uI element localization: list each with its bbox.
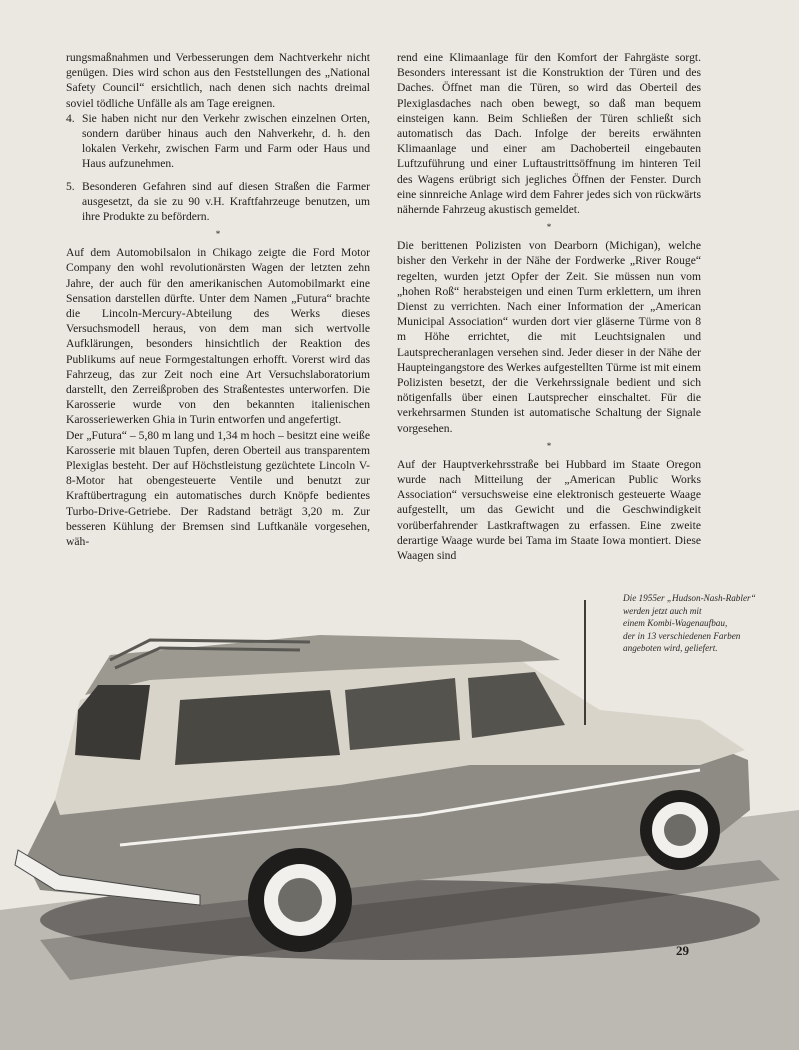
front-wheel bbox=[640, 790, 720, 870]
caption-line: Die 1955er „Hudson-Nash-Rabler“ bbox=[623, 593, 756, 603]
section-separator: * bbox=[546, 440, 552, 451]
paragraph-oregon-scale: Auf der Hauptverkehrsstraße bei Hubbard im Staate Oregon wurde nach Mitteilung der „American Public Works Association“ versuchsweise eine elektronisch gesteuerte Waage aufgestellt, um das Gewicht und die Geschwindigkeit vorüberfahrender Lastkraftwagen zu erfassen. Eine zweite derartige Waage wurde bei Tama im Staate Iowa montiert. Diese Waagen sind bbox=[397, 457, 701, 563]
list-item-5 bbox=[66, 179, 370, 225]
right-column bbox=[397, 50, 701, 563]
caption-line: einem Kombi-Wagenaufbau, bbox=[623, 618, 728, 628]
rear-wheel bbox=[248, 848, 352, 952]
photo-caption bbox=[623, 592, 783, 655]
list-number: 5. bbox=[66, 179, 75, 193]
paragraph-futura-details: Der „Futura“ – 5,80 m lang und 1,34 m hoch – besitzt eine weiße Karosserie mit blauen Tupfen, deren Oberteil aus transparentem Plexiglas besteht. Der auf Höchstleistung gezüchtete Lincoln V-8-Motor hat obengesteuerte Ventile und benutzt zur Kraftübertragung ein automatisches durch Knöpfe bedientes Turbo-Drive-Getriebe. Der Radstand beträgt 3,20 m. Zur besseren Kühlung der Bremsen sind Luftkanäle vorgesehen, wäh- bbox=[66, 428, 370, 549]
side-window-middle bbox=[345, 678, 460, 750]
side-window-rear bbox=[175, 690, 340, 765]
list-text: Besonderen Gefahren sind auf diesen Straßen die Farmer ausgesetzt, da sie zu 90 v.H. Kraftfahrzeuge benutzen, um ihre Produkte zu befördern. bbox=[82, 179, 370, 224]
paragraph-dearborn-police: Die berittenen Polizisten von Dearborn (Michigan), welche bisher den Verkehr in der Nähe der Fordwerke „River Rouge“ regelten, wurden jetzt Opfer der Zeit. Sie müssen nun vom „hohen Roß“ herabsteigen und einen Turm erklettern, um ihren Dienst zu verrichten. Nach einer Information der „American Municipal Association“ wurden dort vier gläserne Türme von 8 m Höhe errichtet, die mit Leuchtsignalen und Lautsprecheranlagen versehen sind. Jeder dieser in der Nähe der Haupteingangstore des Werkes aufgestellten Türme ist mit einem Polizisten besetzt, der die Verkehrssignale bedient und sich nötigenfalls über einen Lautsprecher einschaltet. Für die verkehrsarmen Stunden ist automatische Schaltung der Signale vorgesehen. bbox=[397, 239, 701, 435]
paragraph-night-traffic: rungsmaßnahmen und Verbesserungen dem Nachtverkehr nicht genügen. Dies wird schon aus den Feststellungen des „National Safety Council“ ersichtlich, nach denen sich nachts dreimal soviel tödliche Unfälle als am Tage ereignen. bbox=[66, 51, 370, 110]
list-text: Sie haben nicht nur den Verkehr zwischen einzelnen Orten, sondern darüber hinaus auch den Nahverkehr, d. h. den lokalen Verkehr, zwischen Farm und Farm oder Haus und Haus aufzunehmen. bbox=[82, 111, 370, 171]
caption-line: der in 13 verschiedenen Farben bbox=[623, 630, 741, 641]
section-separator: * bbox=[546, 222, 552, 233]
section-separator: * bbox=[215, 229, 221, 240]
left-column bbox=[66, 50, 370, 549]
list-item-4 bbox=[66, 111, 370, 172]
rear-window bbox=[75, 685, 150, 760]
paragraph-futura-continued: rend eine Klimaanlage für den Komfort der Fahrgäste sorgt. Besonders interessant ist die Konstruktion der Türen und des Daches. Öffnet man die Türen, so wird das Oberteil des Plexiglasdaches nach oben bewegt, so daß man bequem einsteigen kann. Beim Schließen der Türen schließt sich automatisch das Dach. Infolge der bereits erwähnten Klimaanlage und einer am Dachoberteil eingebauten Luftzuführung und einer Luftaustrittsöffnung im hinteren Teil des Wagens erübrigt sich jegliches Öffnen der Fenster. Durch eine sinnreiche Anlage wird dem Fahrer jedes sich von rückwärts nähernde Fahrzeug akustisch gemeldet. bbox=[397, 51, 701, 217]
list-number: 4. bbox=[66, 111, 75, 125]
paragraph-futura: Auf dem Automobilsalon in Chikago zeigte die Ford Motor Company den wohl revolutionärsten Wagen der letzten zehn Jahre, der auch für den amerikanischen Automobilmarkt eine Sensation darstellen dürfte. Unter dem Namen „Futura“ brachte die Lincoln-Mercury-Abteilung des Werks dieses Versuchsmodell heraus, von dem man sich wertvolle Aufklärungen, besonders hinsichtlich der Reaktion des Publikums auf neue Formgestaltungen erhofft. Vorerst wird das Fahrzeug, das zur Zeit noch eine Art Versuchslaboratorium darstellt, den Zerreißproben des Straßentestes unterworfen. Die Karosserie wurde von den bekannten italienischen Karosseriewerken Ghia in Turin entworfen und angefertigt. bbox=[66, 246, 370, 427]
caption-line: werden jetzt auch mit bbox=[623, 605, 702, 616]
caption-line: angeboten wird, geliefert. bbox=[623, 643, 718, 653]
page-number: 29 bbox=[676, 943, 689, 958]
